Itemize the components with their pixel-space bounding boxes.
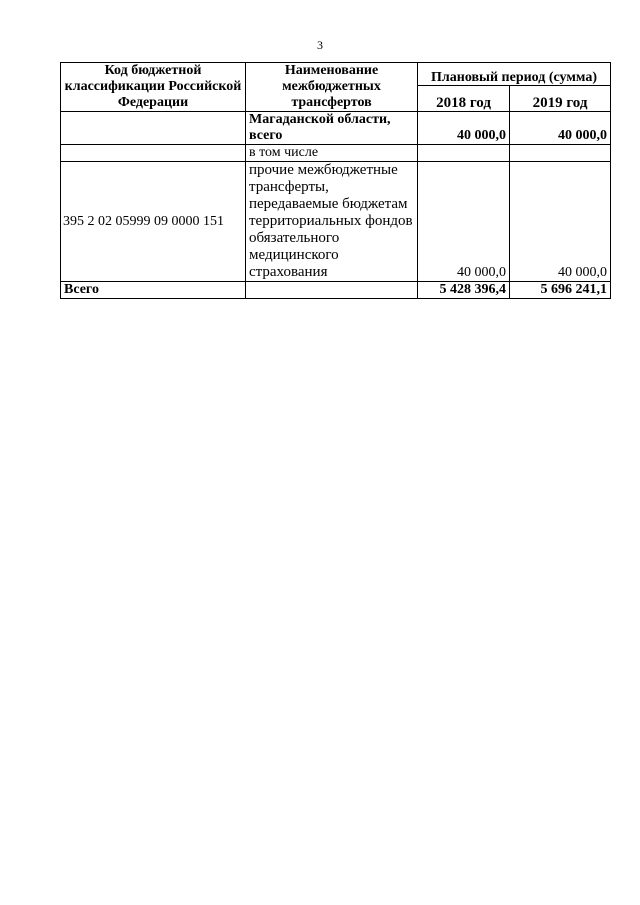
header-code: Код бюджетной классификации Российской Федерации [61, 63, 246, 112]
row-name: прочие межбюджетные трансферты, передаваемые бюджетам территориальных фондов обязательного медицинского страхования [246, 162, 418, 282]
table-row [61, 112, 611, 145]
row-code [61, 112, 246, 145]
transfers-table [60, 62, 611, 299]
header-year-2018: 2018 год [418, 85, 510, 111]
table-row [61, 162, 611, 282]
row-value-2019: 40 000,0 [510, 112, 611, 145]
header-row [61, 63, 611, 86]
row-value-2019: 40 000,0 [510, 162, 611, 282]
row-name: Магаданской области, всего [246, 112, 418, 145]
row-code: 395 2 02 05999 09 0000 151 [61, 162, 246, 282]
row-value-2018: 40 000,0 [418, 162, 510, 282]
total-label: Всего [61, 282, 246, 299]
row-value-2019 [510, 145, 611, 162]
row-name: в том числе [246, 145, 418, 162]
total-name [246, 282, 418, 299]
total-value-2019: 5 696 241,1 [510, 282, 611, 299]
row-code [61, 145, 246, 162]
header-year-2019: 2019 год [510, 85, 611, 111]
table-row [61, 145, 611, 162]
header-planned-period: Плановый период (сумма) [418, 63, 611, 86]
header-name: Наименование межбюджетных трансфертов [246, 63, 418, 112]
row-value-2018 [418, 145, 510, 162]
row-value-2018: 40 000,0 [418, 112, 510, 145]
total-row [61, 282, 611, 299]
total-value-2018: 5 428 396,4 [418, 282, 510, 299]
page-number: 3 [317, 38, 323, 52]
